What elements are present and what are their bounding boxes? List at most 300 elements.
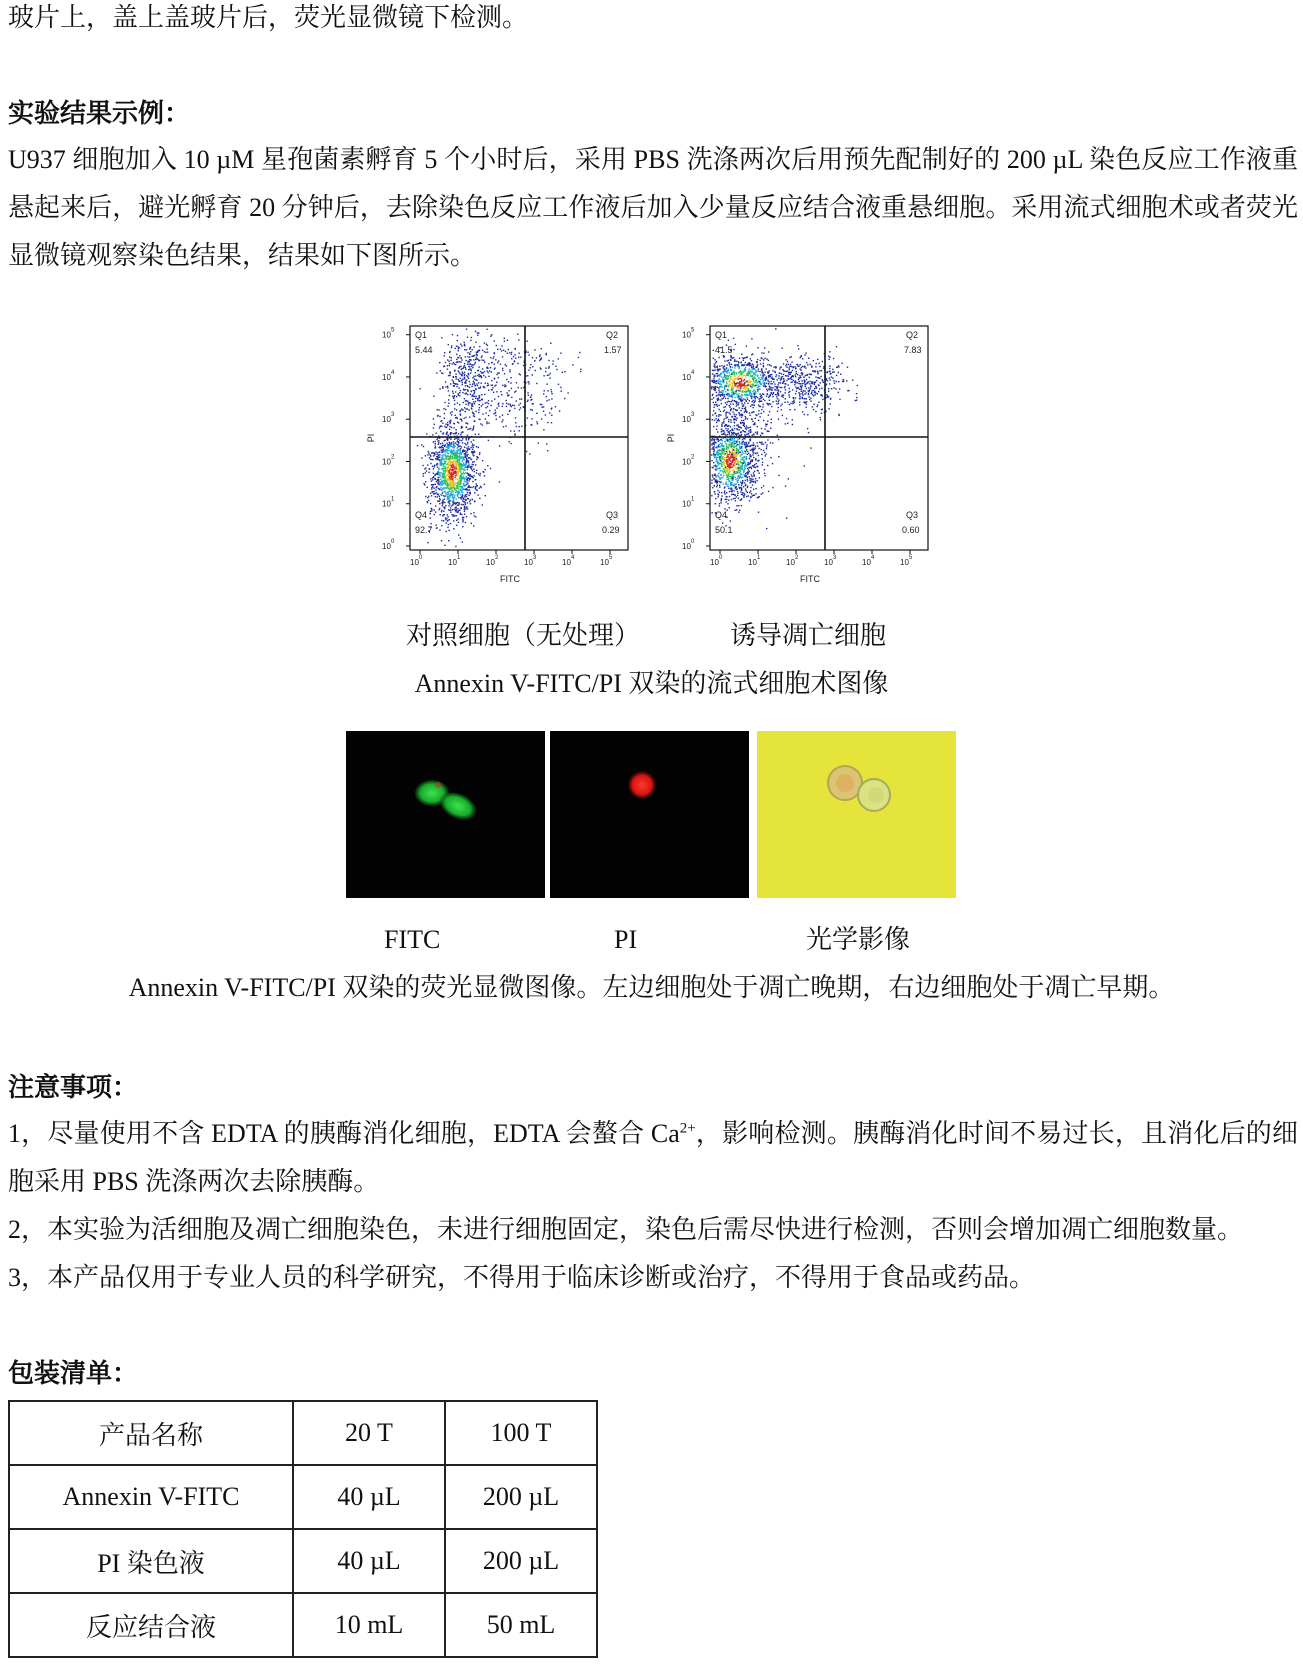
flow-event-dot bbox=[743, 474, 744, 475]
flow-event-dot bbox=[760, 379, 761, 380]
flow-event-dot bbox=[453, 465, 454, 466]
flow-event-dot bbox=[719, 505, 720, 506]
flow-event-dot bbox=[735, 372, 736, 373]
flow-event-dot bbox=[460, 476, 461, 477]
flow-event-dot bbox=[466, 476, 467, 477]
flow-event-dot bbox=[440, 465, 441, 466]
flow-event-dot bbox=[739, 446, 740, 447]
flow-event-dot bbox=[495, 359, 496, 360]
flow-event-dot bbox=[806, 352, 807, 353]
flow-event-dot bbox=[778, 418, 779, 419]
flow-event-dot bbox=[718, 357, 719, 358]
flow-event-dot bbox=[806, 398, 807, 399]
flow-event-dot bbox=[520, 407, 521, 408]
flow-event-dot bbox=[494, 378, 495, 379]
flow-event-dot bbox=[723, 471, 724, 472]
flow-event-dot bbox=[740, 471, 741, 472]
flow-event-dot bbox=[436, 372, 437, 373]
flow-event-dot bbox=[436, 492, 437, 493]
flow-event-dot bbox=[740, 398, 741, 399]
flow-event-dot bbox=[740, 384, 741, 385]
flow-event-dot bbox=[447, 459, 448, 460]
flow-event-dot bbox=[437, 494, 438, 495]
flow-event-dot bbox=[457, 455, 458, 456]
flow-event-dot bbox=[461, 473, 462, 474]
x-tick-label: 10 bbox=[410, 558, 419, 567]
flow-event-dot bbox=[732, 400, 733, 401]
flow-event-dot bbox=[751, 476, 752, 477]
flow-event-dot bbox=[738, 399, 739, 400]
flow-event-dot bbox=[532, 374, 533, 375]
flow-event-dot bbox=[735, 383, 736, 384]
flow-event-dot bbox=[445, 481, 446, 482]
flow-event-dot bbox=[445, 381, 446, 382]
flow-event-dot bbox=[791, 366, 792, 367]
flow-event-dot bbox=[438, 484, 439, 485]
flow-event-dot bbox=[744, 494, 745, 495]
flow-event-dot bbox=[801, 370, 802, 371]
flow-event-dot bbox=[449, 395, 450, 396]
flow-event-dot bbox=[734, 381, 735, 382]
flow-event-dot bbox=[481, 405, 482, 406]
flow-event-dot bbox=[738, 390, 739, 391]
flow-event-dot bbox=[741, 490, 742, 491]
flow-event-dot bbox=[439, 499, 440, 500]
flow-event-dot bbox=[465, 452, 466, 453]
flow-event-dot bbox=[714, 444, 715, 445]
flow-event-dot bbox=[466, 462, 467, 463]
flow-event-dot bbox=[456, 409, 457, 410]
flow-event-dot bbox=[806, 388, 807, 389]
flow-event-dot bbox=[768, 491, 769, 492]
flow-event-dot bbox=[740, 487, 741, 488]
flow-event-dot bbox=[740, 410, 741, 411]
flow-event-dot bbox=[721, 426, 722, 427]
flow-event-dot bbox=[527, 400, 528, 401]
flow-event-dot bbox=[766, 528, 767, 529]
flow-event-dot bbox=[495, 412, 496, 413]
flow-event-dot bbox=[485, 376, 486, 377]
flow-event-dot bbox=[439, 447, 440, 448]
flow-event-dot bbox=[856, 397, 857, 398]
flow-event-dot bbox=[711, 512, 712, 513]
flow-event-dot bbox=[757, 497, 758, 498]
flow-event-dot bbox=[458, 372, 459, 373]
flow-event-dot bbox=[473, 426, 474, 427]
flow-event-dot bbox=[714, 491, 715, 492]
flow-event-dot bbox=[453, 444, 454, 445]
flow-event-dot bbox=[447, 516, 448, 517]
flow-event-dot bbox=[465, 367, 466, 368]
flow-event-dot bbox=[805, 384, 806, 385]
flow-event-dot bbox=[754, 424, 755, 425]
flow-event-dot bbox=[718, 494, 719, 495]
flow-event-dot bbox=[721, 454, 722, 455]
flow-event-dot bbox=[457, 511, 458, 512]
flow-event-dot bbox=[459, 468, 460, 469]
flow-event-dot bbox=[724, 463, 725, 464]
flow-event-dot bbox=[464, 509, 465, 510]
flow-event-dot bbox=[458, 347, 459, 348]
note-item-3: 3，本产品仅用于专业人员的科学研究，不得用于临床诊断或治疗，不得用于食品或药品。 bbox=[8, 1263, 1036, 1292]
flow-event-dot bbox=[728, 378, 729, 379]
flow-event-dot bbox=[755, 459, 756, 460]
flow-event-dot bbox=[514, 391, 515, 392]
flow-event-dot bbox=[795, 381, 796, 382]
flow-event-dot bbox=[820, 376, 821, 377]
flow-event-dot bbox=[721, 451, 722, 452]
flow-event-dot bbox=[427, 464, 428, 465]
flow-event-dot bbox=[736, 464, 737, 465]
flow-event-dot bbox=[719, 383, 720, 384]
flow-event-dot bbox=[804, 394, 805, 395]
flow-event-dot bbox=[476, 470, 477, 471]
flow-event-dot bbox=[823, 382, 824, 383]
flow-event-dot bbox=[435, 484, 436, 485]
flow-event-dot bbox=[438, 468, 439, 469]
flow-event-dot bbox=[741, 373, 742, 374]
y-tick-exponent: 2 bbox=[691, 454, 695, 461]
flow-event-dot bbox=[536, 413, 537, 414]
flow-event-dot bbox=[718, 419, 719, 420]
flow-event-dot bbox=[778, 439, 779, 440]
x-tick-label: 10 bbox=[448, 558, 457, 567]
flow-event-dot bbox=[459, 464, 460, 465]
flow-event-dot bbox=[801, 385, 802, 386]
flow-event-dot bbox=[753, 447, 754, 448]
flow-event-dot bbox=[758, 368, 759, 369]
flow-event-dot bbox=[450, 482, 451, 483]
flow-event-dot bbox=[732, 458, 733, 459]
flow-event-dot bbox=[712, 419, 713, 420]
flow-event-dot bbox=[724, 410, 725, 411]
flow-event-dot bbox=[755, 378, 756, 379]
flow-event-dot bbox=[855, 400, 856, 401]
flow-event-dot bbox=[743, 430, 744, 431]
flow-event-dot bbox=[722, 462, 723, 463]
flow-event-dot bbox=[766, 359, 767, 360]
table-cell: 200 µL bbox=[445, 1529, 597, 1593]
flow-event-dot bbox=[718, 369, 719, 370]
flow-event-dot bbox=[746, 397, 747, 398]
flow-event-dot bbox=[548, 374, 549, 375]
flow-event-dot bbox=[723, 454, 724, 455]
flow-event-dot bbox=[463, 472, 464, 473]
flow-event-dot bbox=[450, 433, 451, 434]
flow-event-dot bbox=[719, 378, 720, 379]
flow-event-dot bbox=[446, 531, 447, 532]
flow-event-dot bbox=[741, 375, 742, 376]
flow-event-dot bbox=[781, 409, 782, 410]
flow-event-dot bbox=[734, 400, 735, 401]
flow-event-dot bbox=[740, 499, 741, 500]
flow-event-dot bbox=[432, 477, 433, 478]
flow-event-dot bbox=[755, 380, 756, 381]
flow-event-dot bbox=[731, 443, 732, 444]
table-row bbox=[9, 1465, 597, 1529]
flow-event-dot bbox=[501, 421, 502, 422]
flow-event-dot bbox=[446, 476, 447, 477]
flow-event-dot bbox=[489, 410, 490, 411]
flow-event-dot bbox=[781, 376, 782, 377]
flow-event-dot bbox=[550, 373, 551, 374]
flow-event-dot bbox=[452, 396, 453, 397]
flow-event-dot bbox=[438, 501, 439, 502]
flow-event-dot bbox=[430, 455, 431, 456]
flow-event-dot bbox=[737, 444, 738, 445]
flow-event-dot bbox=[447, 359, 448, 360]
flow-event-dot bbox=[743, 497, 744, 498]
flow-event-dot bbox=[449, 458, 450, 459]
flow-event-dot bbox=[750, 370, 751, 371]
flow-event-dot bbox=[735, 460, 736, 461]
flow-event-dot bbox=[727, 364, 728, 365]
flow-event-dot bbox=[452, 509, 453, 510]
flow-event-dot bbox=[766, 383, 767, 384]
flow-event-dot bbox=[764, 429, 765, 430]
flow-event-dot bbox=[714, 390, 715, 391]
flow-event-dot bbox=[451, 488, 452, 489]
flow-event-dot bbox=[461, 345, 462, 346]
flow-event-dot bbox=[727, 456, 728, 457]
flow-event-dot bbox=[429, 468, 430, 469]
flow-event-dot bbox=[714, 441, 715, 442]
flow-event-dot bbox=[713, 382, 714, 383]
flow-event-dot bbox=[477, 398, 478, 399]
flow-event-dot bbox=[734, 438, 735, 439]
flow-event-dot bbox=[720, 500, 721, 501]
table-row bbox=[9, 1593, 597, 1657]
flow-event-dot bbox=[782, 415, 783, 416]
flow-event-dot bbox=[730, 476, 731, 477]
flow-event-dot bbox=[751, 360, 752, 361]
flow-event-dot bbox=[445, 470, 446, 471]
flow-event-dot bbox=[478, 382, 479, 383]
flow-event-dot bbox=[776, 400, 777, 401]
flow-event-dot bbox=[808, 387, 809, 388]
flow-event-dot bbox=[729, 406, 730, 407]
flow-event-dot bbox=[453, 423, 454, 424]
flow-event-dot bbox=[739, 472, 740, 473]
flow-event-dot bbox=[448, 361, 449, 362]
flow-event-dot bbox=[528, 383, 529, 384]
flow-event-dot bbox=[740, 452, 741, 453]
flow-event-dot bbox=[761, 401, 762, 402]
flow-event-dot bbox=[761, 432, 762, 433]
flow-event-dot bbox=[731, 416, 732, 417]
flow-event-dot bbox=[543, 375, 544, 376]
flow-event-dot bbox=[529, 453, 530, 454]
flow-event-dot bbox=[437, 459, 438, 460]
flow-event-dot bbox=[461, 491, 462, 492]
flow-event-dot bbox=[549, 412, 550, 413]
flow-event-dot bbox=[485, 407, 486, 408]
flow-event-dot bbox=[747, 451, 748, 452]
flow-event-dot bbox=[728, 369, 729, 370]
flow-event-dot bbox=[508, 349, 509, 350]
flow-event-dot bbox=[546, 354, 547, 355]
flow-event-dot bbox=[464, 418, 465, 419]
flow-event-dot bbox=[799, 375, 800, 376]
flow-event-dot bbox=[720, 460, 721, 461]
flow-plot-control bbox=[360, 320, 640, 590]
q3-label: Q3 bbox=[906, 510, 919, 520]
flow-event-dot bbox=[782, 376, 783, 377]
flow-event-dot bbox=[464, 467, 465, 468]
flow-event-dot bbox=[447, 514, 448, 515]
flow-event-dot bbox=[725, 391, 726, 392]
flow-event-dot bbox=[435, 511, 436, 512]
flow-event-dot bbox=[462, 427, 463, 428]
flow-event-dot bbox=[742, 405, 743, 406]
flow-event-dot bbox=[804, 366, 805, 367]
flow-event-dot bbox=[502, 385, 503, 386]
flow-event-dot bbox=[817, 377, 818, 378]
flow-event-dot bbox=[498, 360, 499, 361]
flow-event-dot bbox=[792, 389, 793, 390]
flow-event-dot bbox=[764, 347, 765, 348]
flow-event-dot bbox=[543, 429, 544, 430]
flow-event-dot bbox=[770, 395, 771, 396]
flow-event-dot bbox=[741, 384, 742, 385]
notes-heading: 注意事项： bbox=[8, 1073, 139, 1102]
flow-event-dot bbox=[468, 446, 469, 447]
flow-event-dot bbox=[786, 517, 787, 518]
flow-event-dot bbox=[548, 360, 549, 361]
flow-event-dot bbox=[759, 371, 760, 372]
flow-event-dot bbox=[722, 522, 723, 523]
flow-event-dot bbox=[784, 383, 785, 384]
flow-event-dot bbox=[797, 345, 798, 346]
flow-event-dot bbox=[444, 507, 445, 508]
flow-event-dot bbox=[712, 373, 713, 374]
flow-event-dot bbox=[736, 394, 737, 395]
flow-event-dot bbox=[447, 498, 448, 499]
flow-event-dot bbox=[467, 450, 468, 451]
flow-event-dot bbox=[461, 452, 462, 453]
flow-event-dot bbox=[810, 386, 811, 387]
flow-event-dot bbox=[781, 373, 782, 374]
flow-event-dot bbox=[439, 481, 440, 482]
flow-event-dot bbox=[715, 481, 716, 482]
flow-event-dot bbox=[790, 409, 791, 410]
flow-figure-caption: Annexin V-FITC/PI 双染的流式细胞术图像 bbox=[414, 669, 889, 698]
flow-event-dot bbox=[763, 363, 764, 364]
flow-event-dot bbox=[721, 481, 722, 482]
flow-event-dot bbox=[743, 453, 744, 454]
flow-event-dot bbox=[457, 473, 458, 474]
flow-event-dot bbox=[718, 441, 719, 442]
flow-event-dot bbox=[719, 444, 720, 445]
flow-event-dot bbox=[749, 458, 750, 459]
flow-event-dot bbox=[727, 401, 728, 402]
flow-event-dot bbox=[558, 384, 559, 385]
flow-event-dot bbox=[763, 394, 764, 395]
flow-event-dot bbox=[727, 428, 728, 429]
flow-event-dot bbox=[741, 483, 742, 484]
flow-event-dot bbox=[478, 366, 479, 367]
flow-event-dot bbox=[455, 470, 456, 471]
flow-event-dot bbox=[716, 486, 717, 487]
flow-event-dot bbox=[439, 388, 440, 389]
flow-event-dot bbox=[482, 424, 483, 425]
flow-event-dot bbox=[744, 369, 745, 370]
flow-event-dot bbox=[795, 382, 796, 383]
x-tick-exponent: 4 bbox=[871, 555, 875, 561]
flow-event-dot bbox=[728, 425, 729, 426]
flow-event-dot bbox=[540, 404, 541, 405]
flow-event-dot bbox=[466, 464, 467, 465]
flow-event-dot bbox=[715, 402, 716, 403]
flow-event-dot bbox=[467, 498, 468, 499]
flow-event-dot bbox=[467, 508, 468, 509]
flow-event-dot bbox=[828, 388, 829, 389]
flow-event-dot bbox=[463, 517, 464, 518]
flow-event-dot bbox=[729, 467, 730, 468]
flow-event-dot bbox=[729, 480, 730, 481]
flow-event-dot bbox=[494, 368, 495, 369]
flow-event-dot bbox=[558, 358, 559, 359]
flow-event-dot bbox=[737, 459, 738, 460]
flow-event-dot bbox=[451, 469, 452, 470]
flow-event-dot bbox=[509, 369, 510, 370]
flow-event-dot bbox=[448, 399, 449, 400]
flow-event-dot bbox=[715, 362, 716, 363]
flow-event-dot bbox=[459, 392, 460, 393]
flow-event-dot bbox=[739, 407, 740, 408]
flow-event-dot bbox=[439, 498, 440, 499]
flow-event-dot bbox=[752, 459, 753, 460]
flow-event-dot bbox=[838, 414, 839, 415]
flow-event-dot bbox=[441, 540, 442, 541]
flow-event-dot bbox=[814, 388, 815, 389]
flow-event-dot bbox=[714, 364, 715, 365]
flow-event-dot bbox=[450, 412, 451, 413]
flow-event-dot bbox=[839, 399, 840, 400]
flow-event-dot bbox=[843, 379, 844, 380]
flow-event-dot bbox=[455, 515, 456, 516]
flow-event-dot bbox=[446, 456, 447, 457]
flow-event-dot bbox=[723, 468, 724, 469]
flow-event-dot bbox=[546, 443, 547, 444]
flow-event-dot bbox=[435, 478, 436, 479]
flow-event-dot bbox=[787, 370, 788, 371]
flow-event-dot bbox=[732, 446, 733, 447]
flow-event-dot bbox=[424, 484, 425, 485]
flow-event-dot bbox=[502, 368, 503, 369]
micro-caption: Annexin V-FITC/PI 双染的荧光显微图像。左边细胞处于凋亡晚期，右边细胞处于凋亡早期。 bbox=[128, 973, 1175, 1002]
flow-event-dot bbox=[730, 463, 731, 464]
q1-label: Q1 bbox=[415, 330, 428, 340]
flow-event-dot bbox=[743, 438, 744, 439]
flow-event-dot bbox=[747, 479, 748, 480]
flow-event-dot bbox=[464, 479, 465, 480]
flow-event-dot bbox=[737, 450, 738, 451]
flow-event-dot bbox=[530, 367, 531, 368]
flow-event-dot bbox=[438, 469, 439, 470]
flow-event-dot bbox=[727, 434, 728, 435]
flow-event-dot bbox=[712, 476, 713, 477]
flow-event-dot bbox=[442, 473, 443, 474]
flow-event-dot bbox=[458, 479, 459, 480]
flow-event-dot bbox=[487, 370, 488, 371]
flow-event-dot bbox=[769, 400, 770, 401]
flow-event-dot bbox=[751, 474, 752, 475]
flow-event-dot bbox=[467, 461, 468, 462]
flow-event-dot bbox=[515, 358, 516, 359]
flow-event-dot bbox=[466, 439, 467, 440]
flow-event-dot bbox=[774, 378, 775, 379]
